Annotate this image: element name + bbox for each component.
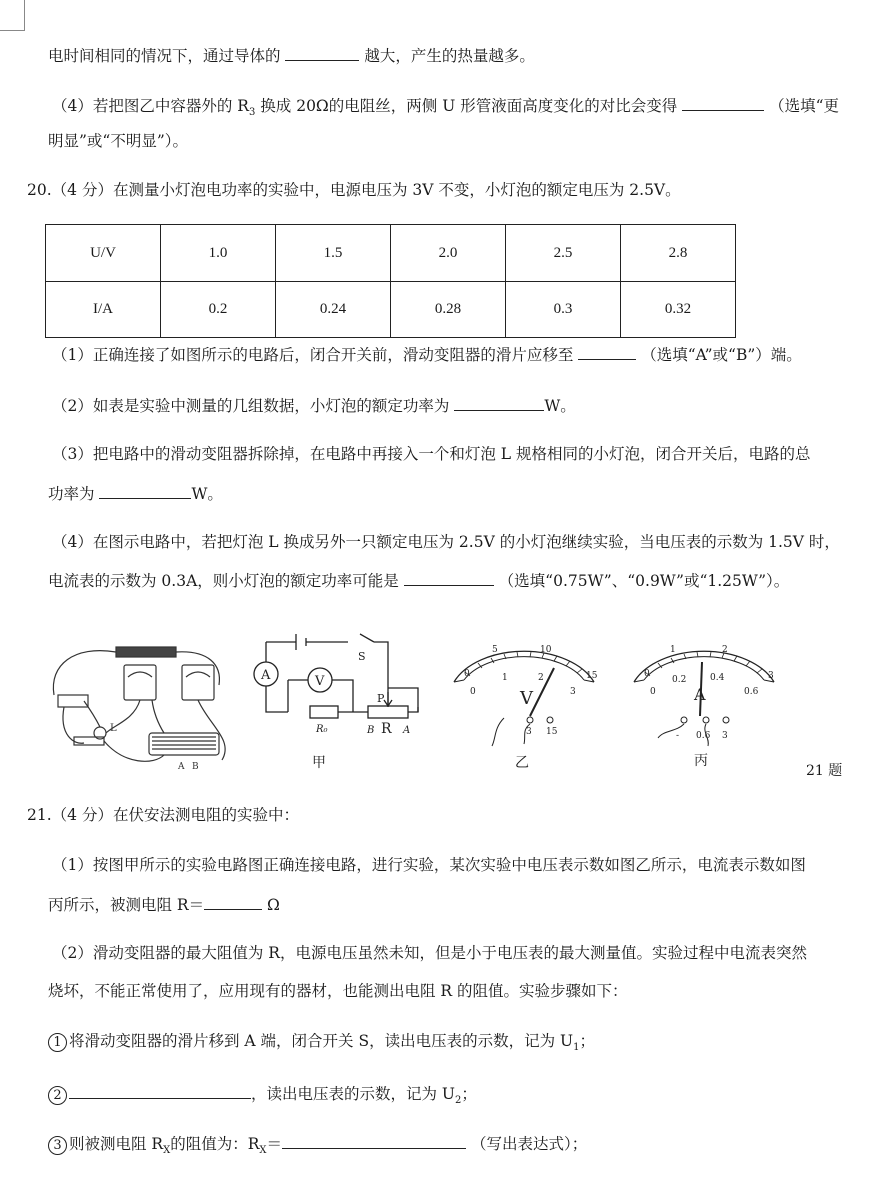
- voltmeter-symbol: V: [520, 688, 533, 709]
- answer-blank[interactable]: [682, 94, 764, 111]
- top-tick: 3: [768, 671, 774, 681]
- q21-text: ，读出电压表的示数，记为 U: [251, 1085, 455, 1103]
- q20-part4: （4）在图示电路中，若把灯泡 L 换成另外一只额定电压为 2.5V 的小灯泡继续实验，当电压表的示数为 1.5V 时，: [52, 533, 840, 551]
- figure-question-label: 21 题: [806, 763, 843, 779]
- table-cell: I/A: [46, 282, 161, 338]
- subscript: 1: [573, 1042, 580, 1054]
- q20-text: 电流表的示数为 0.3A，则小灯泡的额定功率可能是: [48, 572, 399, 590]
- q19-text: 换成 20Ω的电阻丝，两侧 U 形管液面高度变化的对比会变得: [260, 97, 678, 115]
- label-R: R: [381, 721, 392, 737]
- bottom-tick: 0: [470, 687, 476, 697]
- q20-text: （1）正确连接了如图所示的电路后，闭合开关前，滑动变阻器的滑片应移至: [52, 346, 574, 364]
- q21-part2-cont: 烧坏，不能正常使用了，应用现有的器材，也能测出电阻 R 的阻值。实验步骤如下：: [48, 982, 628, 1000]
- top-tick: 2: [722, 645, 728, 655]
- bottom-tick: 0.2: [672, 675, 687, 685]
- figure-label-jia: 甲: [312, 755, 326, 771]
- q21-text: 丙所示，被测电阻 R＝: [48, 896, 205, 914]
- q21-text: ；: [461, 1085, 477, 1103]
- top-tick: 0: [464, 669, 470, 679]
- q21-text: （写出表达式）；: [470, 1135, 588, 1153]
- q21-text: Ω: [267, 896, 280, 914]
- top-tick: 1: [670, 645, 676, 655]
- q20-part3: （3）把电路中的滑动变阻器拆除掉，在电路中再接入一个和灯泡 L 规格相同的小灯泡，闭合开关后，电路的总: [52, 445, 811, 463]
- q19-part4-cont: 明显”或“不明显”）。: [48, 132, 189, 150]
- q20-part1: [52, 343, 802, 365]
- step-number-circle: 3: [48, 1136, 67, 1155]
- q21-part2: （2）滑动变阻器的最大阻值为 R，电源电压虽然未知，但是小于电压表的最大测量值。实验过程中电流表突然: [52, 944, 807, 962]
- top-tick: 0: [644, 669, 650, 679]
- table-cell: 0.2: [161, 282, 276, 338]
- label-L: L: [110, 723, 117, 734]
- q19-text: 越大，产生的热量越多。: [364, 47, 535, 65]
- q19-line-1: [48, 44, 535, 66]
- figure-label-bing: 丙: [694, 753, 708, 769]
- answer-blank[interactable]: [454, 394, 544, 411]
- answer-blank[interactable]: [99, 482, 191, 499]
- q21-text: ；: [579, 1032, 595, 1050]
- figure-label-yi: 乙: [515, 755, 529, 771]
- answer-blank[interactable]: [285, 44, 359, 61]
- q19-text: （选填“更: [769, 97, 840, 115]
- ammeter-symbol: A: [694, 685, 706, 704]
- label-A: A: [403, 725, 411, 736]
- label-P: P: [377, 692, 385, 705]
- table-row: [46, 282, 736, 338]
- table-cell: U/V: [46, 225, 161, 282]
- q21-step3: [48, 1132, 587, 1161]
- answer-blank[interactable]: [578, 343, 636, 360]
- subscript: X: [259, 1145, 267, 1157]
- top-tick: 10: [540, 645, 552, 655]
- table-cell: 2.5: [506, 225, 621, 282]
- q21-text: ＝: [266, 1135, 283, 1153]
- table-cell: 0.3: [506, 282, 621, 338]
- q21-part1-cont: [48, 893, 280, 915]
- table-cell: 2.8: [621, 225, 736, 282]
- q21-step2: [48, 1082, 477, 1111]
- q21-text: 将滑动变阻器的滑片移到 A 端，闭合开关 S，读出电压表的示数，记为 U: [69, 1032, 574, 1050]
- q20-text: （选填“A”或“B”）端。: [641, 346, 802, 364]
- circuit-diagram-jia: [248, 622, 428, 742]
- terminal-label: -: [676, 731, 680, 741]
- top-tick: 15: [586, 671, 598, 681]
- bottom-tick: 2: [538, 673, 544, 683]
- table-cell: 1.5: [276, 225, 391, 282]
- answer-blank[interactable]: [69, 1082, 251, 1099]
- q20-header: 20.（4 分）在测量小灯泡电功率的实验中，电源电压为 3V 不变，小灯泡的额定电压为 2.5V。: [27, 181, 681, 199]
- top-tick: 5: [492, 645, 498, 655]
- bottom-tick: 0.4: [710, 673, 725, 683]
- label-S: S: [358, 650, 366, 663]
- q21-header: 21.（4 分）在伏安法测电阻的实验中：: [27, 806, 299, 824]
- table-cell: 0.28: [391, 282, 506, 338]
- bottom-tick: 0: [650, 687, 656, 697]
- terminal-label: 3: [526, 727, 532, 737]
- q20-text: 功率为: [48, 485, 95, 503]
- table-cell: 0.24: [276, 282, 391, 338]
- physical-circuit-figure: [44, 625, 234, 775]
- label-R0: R₀: [316, 724, 328, 735]
- q20-part4-cont: [48, 569, 789, 591]
- q20-text: W。: [544, 397, 576, 415]
- subscript: X: [163, 1145, 171, 1157]
- ammeter-dial-bing: [614, 620, 794, 750]
- q20-text: （选填“0.75W”、“0.9W”或“1.25W”）。: [498, 572, 790, 590]
- data-table: [45, 224, 736, 338]
- answer-blank[interactable]: [404, 569, 494, 586]
- table-cell: 2.0: [391, 225, 506, 282]
- answer-blank[interactable]: [204, 893, 262, 910]
- q19-part4: [52, 94, 839, 123]
- q21-text: 则被测电阻 R: [69, 1135, 164, 1153]
- voltmeter-symbol: V: [315, 674, 325, 689]
- label-B: B: [192, 762, 199, 772]
- table-cell: 0.32: [621, 282, 736, 338]
- q20-text: （2）如表是实验中测量的几组数据，小灯泡的额定功率为: [52, 397, 450, 415]
- terminal-label: 0.6: [696, 731, 711, 741]
- q20-part3-cont: [48, 482, 223, 504]
- bottom-tick: 1: [502, 673, 508, 683]
- table-cell: 1.0: [161, 225, 276, 282]
- terminal-label: 3: [722, 731, 728, 741]
- bottom-tick: 3: [570, 687, 576, 697]
- q21-text: 的阻值为：R: [170, 1135, 260, 1153]
- step-number-circle: 1: [48, 1033, 67, 1052]
- subscript: 3: [248, 107, 256, 119]
- terminal-label: 15: [546, 727, 558, 737]
- label-B: B: [367, 725, 375, 736]
- voltmeter-dial-yi: [434, 620, 614, 750]
- answer-blank[interactable]: [282, 1132, 466, 1149]
- q19-text: 电时间相同的情况下，通过导体的: [48, 47, 281, 65]
- label-A: A: [178, 762, 185, 772]
- page-corner-mark: [0, 0, 25, 31]
- table-row: [46, 225, 736, 282]
- q20-text: W。: [191, 485, 223, 503]
- q21-part1: （1）按图甲所示的实验电路图正确连接电路，进行实验，某次实验中电压表示数如图乙所示，电流表示数如图: [52, 856, 806, 874]
- q19-text: （4）若把图乙中容器外的 R: [52, 97, 249, 115]
- ammeter-symbol: A: [261, 668, 271, 683]
- q21-step1: [48, 1031, 595, 1058]
- q20-part2: [52, 394, 576, 416]
- subscript: 2: [455, 1095, 462, 1107]
- step-number-circle: 2: [48, 1086, 67, 1105]
- bottom-tick: 0.6: [744, 687, 759, 697]
